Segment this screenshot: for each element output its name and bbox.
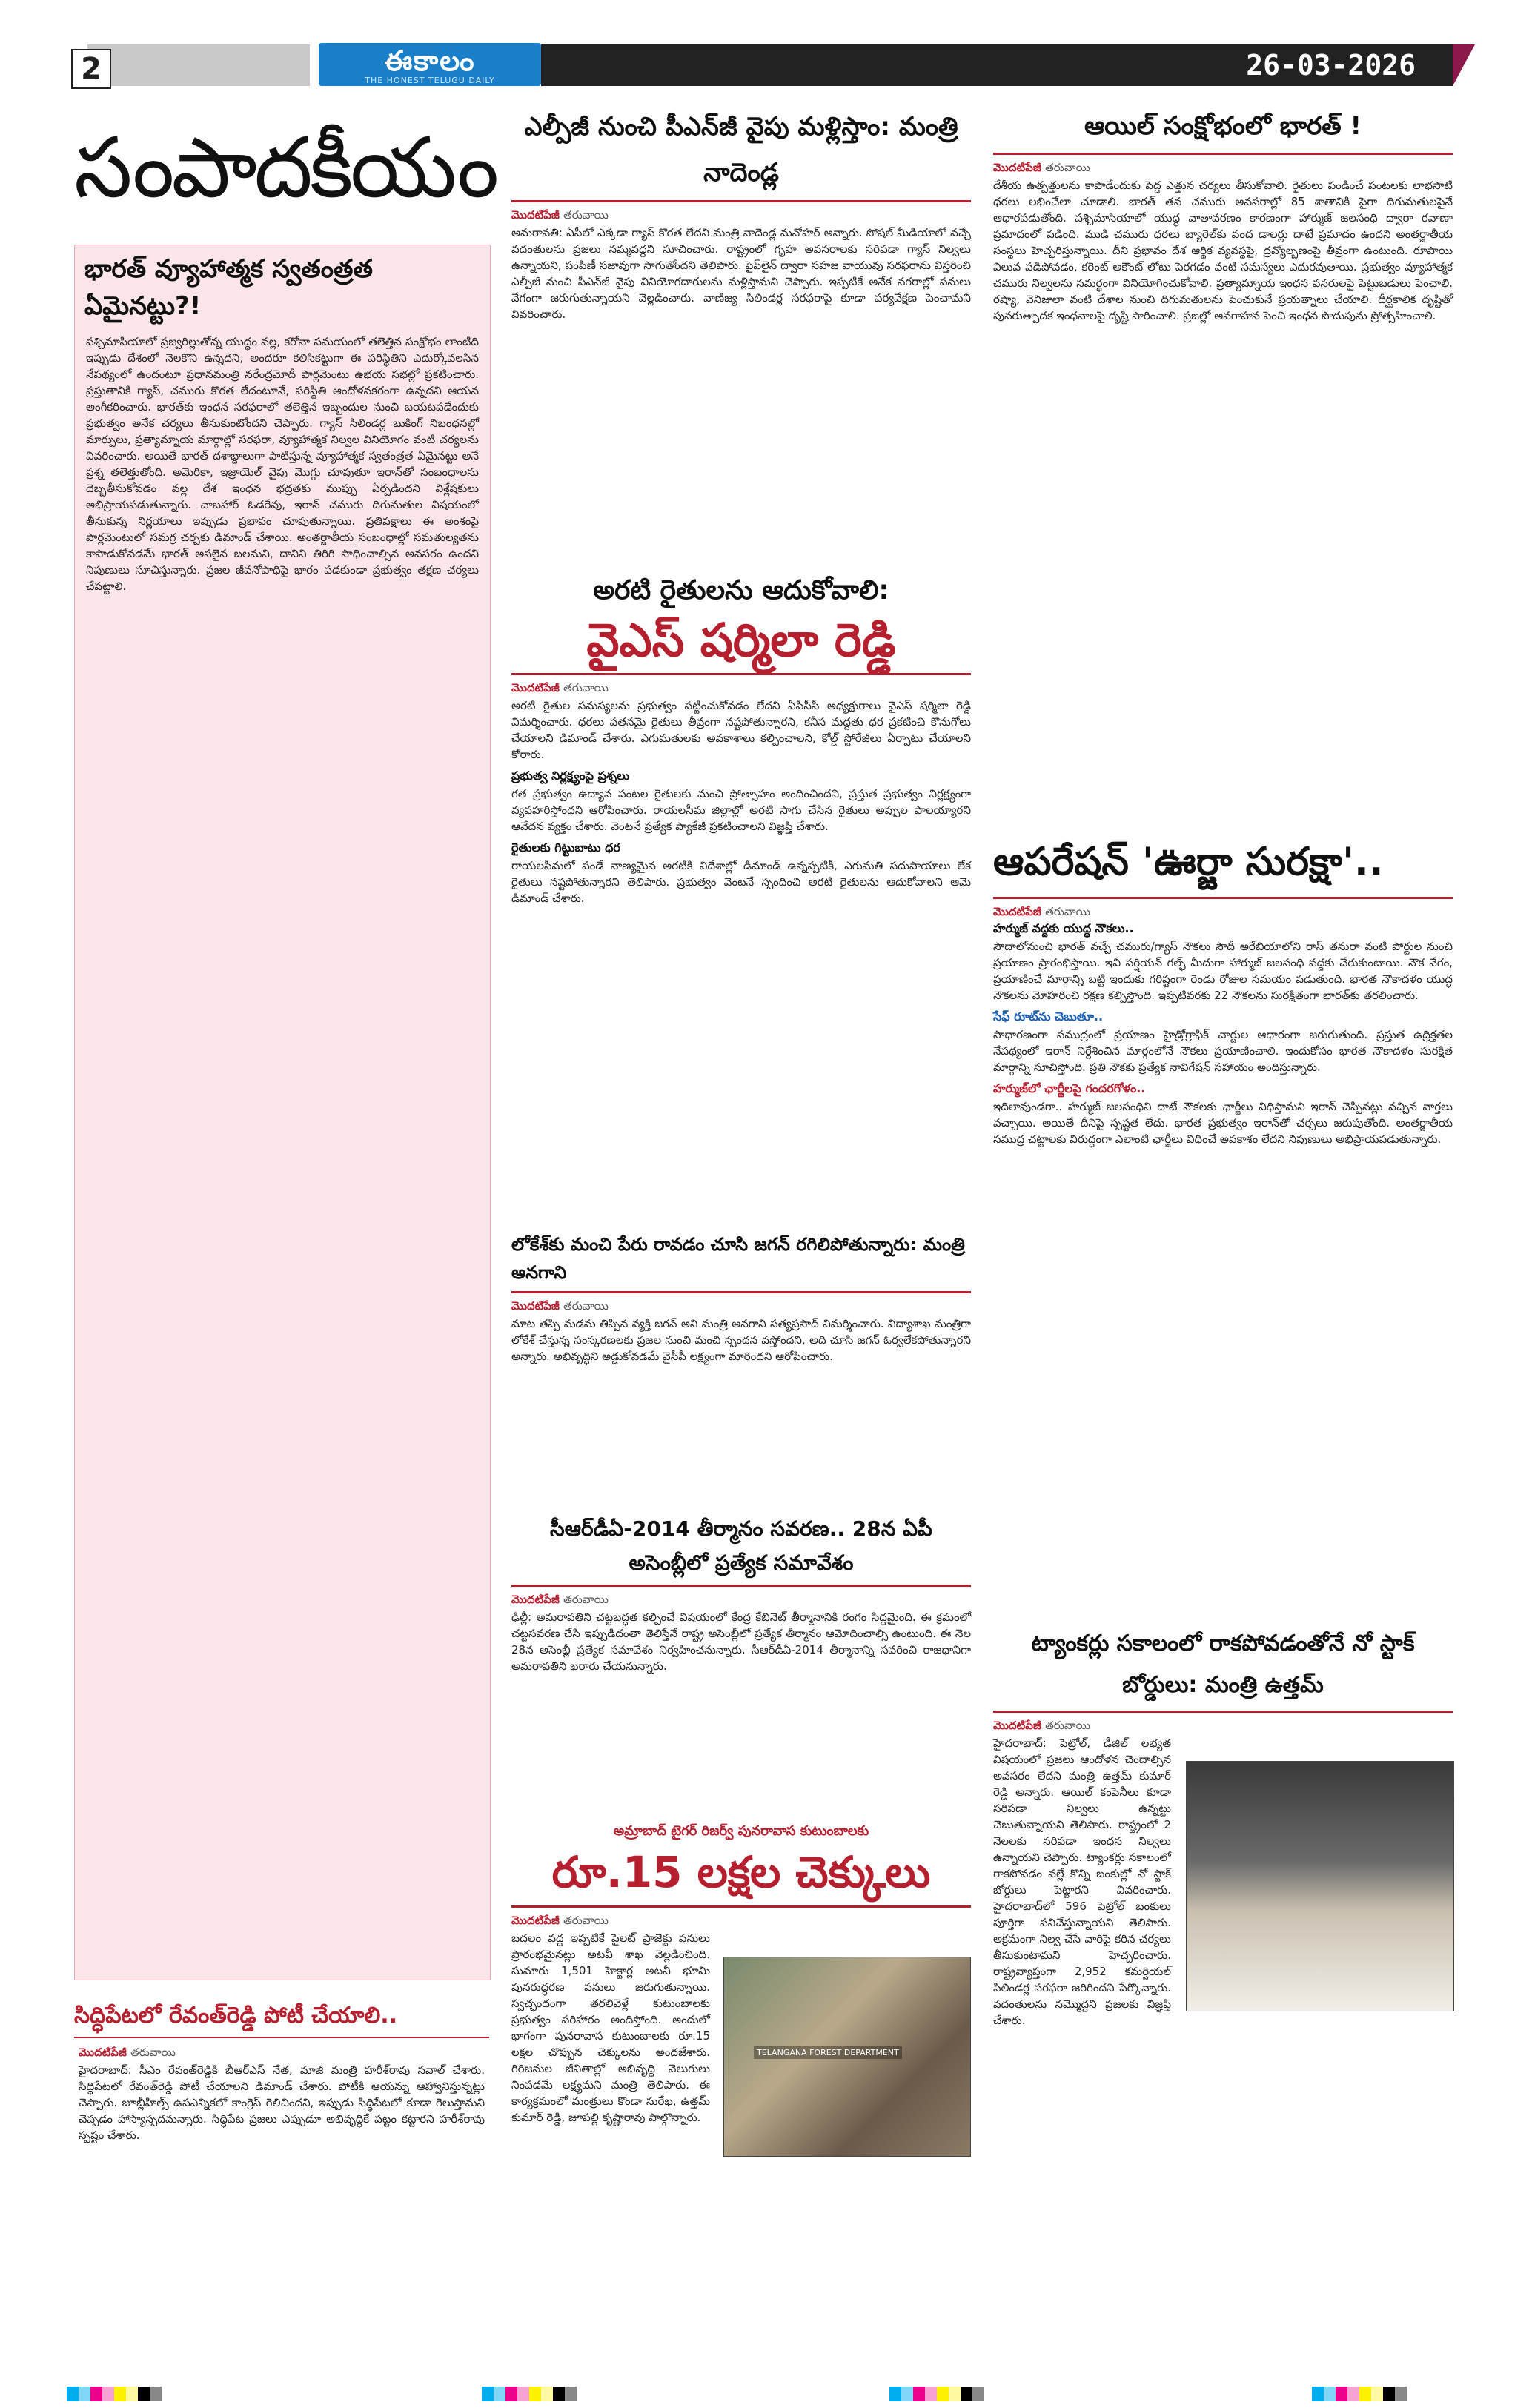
- lokesh-byline: [511, 1299, 971, 1316]
- masthead-title: ఈకాలం: [384, 44, 476, 77]
- urja-rule: [993, 897, 1453, 899]
- photo-banner-text: TELANGANA FOREST DEPARTMENT: [754, 2046, 902, 2059]
- sharmila-subhead-2: రైతులకు గిట్టుబాటు ధర: [511, 840, 620, 855]
- oil-body: దేశీయ ఉత్పత్తులను కాపాడేందుకు పెద్ద ఎత్తున చర్యలు తీసుకోవాలి. రైతులు పండించే పంటలకు లాభసాటి ధరలు లభించేలా చూడాలి. భారత్ తన చమురు అవసరాల్లో 85 శాతానికి పైగా దిగుమతులపైనే ఆధారపడుతోంది. పశ్చిమాసియాలో యుద్ధ వాతావరణం కారణంగా హార్ముజ్ జలసంధి ద్వారా రవాణా ప్రమాదంలో పడింది. ముడి చమురు ధరలు బ్యారెల్‌కు వంద డాలర్లు దాటే ప్రమాదం ఉందని అంతర్జాతీయ సంస్థలు హెచ్చరిస్తున్నాయి. దీని ప్రభావం దేశ ఆర్థిక వ్యవస్థపై, ద్రవ్యోల్బణంపై తీవ్రంగా ఉంటుంది. రూపాయి విలువ పడిపోవడం, కరెంట్ అకౌంట్ లోటు పెరగడం వంటి సమస్యలు ఎదురవుతాయి. ప్రభుత్వం వ్యూహాత్మక చమురు నిల్వలను సమర్థంగా వినియోగించుకోవాలి. ప్రత్యామ్నాయ ఇంధన వనరులపై పెట్టుబడులు పెంచాలి. రష్యా, వెనిజులా వంటి దేశాల నుంచి దిగుమతులను పెంచుకునే ప్రయత్నాలు చేయాలి. దీర్ఘకాలిక దృష్టితో పునరుత్పాదక ఇంధనాలపై దృష్టి సారించాలి. ప్రజల్లో అవగాహన పెంచి ఇంధన పొదుపును ప్రోత్సహించాలి.: [993, 179, 1453, 322]
- issue-date: 26-03-2026: [1246, 49, 1416, 82]
- urja-subhead-1: హర్ముజ్ వద్దకు యుద్ధ నౌకలు..: [993, 921, 1134, 935]
- byline-continued: తరువాయి: [563, 1299, 609, 1313]
- urja-headline: ఆపరేషన్ 'ఊర్జా సురక్షా'..: [993, 840, 1384, 884]
- sharmila-rule: [511, 673, 971, 675]
- lpg-rule: [511, 200, 971, 202]
- urja-article: [993, 830, 1453, 1147]
- amrabad-headline: రూ.15 లక్షల చెక్కులు: [551, 1847, 931, 1897]
- lpg-byline: [511, 208, 971, 225]
- byline-source: మొదటిపేజీ: [79, 2046, 127, 2059]
- byline-source: మొదటిపేజీ: [993, 161, 1041, 174]
- editorial-section-title: సంపాదకీయం: [74, 98, 482, 239]
- page-header: [0, 0, 1532, 87]
- crda-byline: [511, 1593, 971, 1609]
- tanker-byline: [993, 1719, 1453, 1735]
- siddipet-rule: [74, 2037, 489, 2038]
- urja-body-3: ఇదిలావుండగా.. హర్ముజ్ జలసంధిని దాటే నౌకలకు ఛార్జీలు విధిస్తామని ఇరాన్ చెప్పినట్లు వచ్చిన వార్తలు వచ్చాయి. అయితే దీనిపై స్పష్టత లేదు. భారత ప్రభుత్వం ఇరాన్‌తో చర్చలు జరుపుతోంది. అంతర్జాతీయ సముద్ర చట్టాలకు విరుద్ధంగా ఎలాంటి ఛార్జీలు విధించే అవకాశం లేదని నిపుణులు అభిప్రాయపడుతున్నారు.: [993, 1100, 1453, 1146]
- oil-byline: [993, 161, 1453, 177]
- sharmila-body: అరటి రైతుల సమస్యలను ప్రభుత్వం పట్టించుకోవడం లేదని ఏపీసీసీ అధ్యక్షురాలు వైఎస్ షర్మిలా రెడ్డి విమర్శించారు. ధరలు పతనమై రైతులు తీవ్రంగా నష్టపోతున్నారని, కనీస మద్దతు ధర ప్రకటించి కొనుగోలు చేయాలని డిమాండ్ చేశారు. ఎగుమతులకు అవకాశాలు కల్పించాలని, కోల్డ్ స్టోరేజీలు ఏర్పాటు చేయాలని కోరారు.: [511, 699, 971, 761]
- crda-rule: [511, 1585, 971, 1587]
- oil-headline: ఆయిల్ సంక్షోభంలో భారత్ !: [1084, 111, 1362, 141]
- masthead-tagline: THE HONEST TELUGU DAILY: [365, 76, 495, 85]
- byline-continued: తరువాయి: [563, 1914, 609, 1927]
- print-color-strip-left: [67, 2387, 162, 2401]
- siddipet-headline: సిద్ధిపేటలో రేవంత్‌రెడ్డి పోటీ చేయాలి..: [74, 2003, 398, 2029]
- sharmila-headline: వైఎస్ షర్మిలా రెడ్డి: [586, 613, 896, 667]
- tanker-body: హైదరాబాద్: పెట్రోల్, డీజిల్ లభ్యత విషయంలో ప్రజలు ఆందోళన చెందాల్సిన అవసరం లేదని మంత్రి ఉత్తమ్ కుమార్ రెడ్డి అన్నారు. ఆయిల్ కంపెనీలు కూడా సరిపడా నిల్వలు ఉన్నట్టు చెబుతున్నాయని తెలిపారు. రాష్ట్రంలో 2 నెలలకు సరిపడా ఇంధన నిల్వలు ఉన్నాయని చెప్పారు. ట్యాంకర్లు సకాలంలో రాకపోవడం వల్లే కొన్ని బంకుల్లో నో స్టాక్ బోర్డులు పెట్టారని వివరించారు. హైదరాబాద్‌లో 596 పెట్రోల్ బంకులు పూర్తిగా పనిచేస్తున్నాయని తెలిపారు. అక్రమంగా నిల్వ చేసే వారిపై కఠిన చర్యలు తీసుకుంటామని హెచ్చరించారు. రాష్ట్రవ్యాప్తంగా 2,952 కమర్షియల్ సిలిండర్ల సరఫరా జరిగిందని పేర్కొన్నారు. వదంతులను నమ్మొద్దని ప్రజలకు విజ్ఞప్తి చేశారు.: [993, 1737, 1171, 2027]
- editorial-headline: భారత్ వ్యూహాత్మక స్వతంత్రత ఏమైనట్టు?!: [84, 254, 373, 321]
- amrabad-byline: [511, 1914, 971, 1930]
- sharmila-body-2: గత ప్రభుత్వం ఉద్యాన పంటల రైతులకు మంచి ప్రోత్సాహం అందించిందని, ప్రస్తుత ప్రభుత్వం నిర్లక్ష్యంగా వ్యవహరిస్తోందని ఆరోపించారు. రాయలసీమ జిల్లాల్లో అరటి సాగు చేసిన రైతులు అప్పుల పాలయ్యారని ఆవేదన వ్యక్తం చేశారు. వెంటనే ప్రత్యేక ప్యాకేజీ ప్రకటించాలని విజ్ఞప్తి చేశారు.: [511, 787, 971, 833]
- lpg-headline: ఎల్పీజీ నుంచి పీఎన్‌జీ వైపు మళ్లిస్తాం: మంత్రి నాదెండ్ల: [524, 112, 958, 188]
- sharmila-article: [511, 571, 971, 906]
- lpg-body: అమరావతి: ఏపీలో ఎక్కడా గ్యాస్ కొరత లేదని మంత్రి నాదెండ్ల మనోహర్ అన్నారు. సోషల్ మీడియాలో వచ్చే వదంతులను ప్రజలు నమ్మవద్దని సూచించారు. రాష్ట్రంలో గృహ అవసరాలకు సరిపడా గ్యాస్ నిల్వలు ఉన్నాయని, పంపిణీ సజావుగా సాగుతోందని తెలిపారు. పైప్‌లైన్ ద్వారా సహజ వాయువు సరఫరాను విస్తరించి ఎల్పీజీ నుంచి పీఎన్‌జీ వైపు వినియోగదారులను మళ్లిస్తామని చెప్పారు. ఇప్పటికే అనేక నగరాల్లో పనులు వేగంగా జరుగుతున్నాయని వెల్లడించారు. వాణిజ్య సిలిండర్ల సరఫరాపై కూడా పర్యవేక్షణ పెంచామని వివరించారు.: [511, 226, 971, 321]
- tanker-rule: [993, 1711, 1453, 1713]
- print-color-strip-mid-2: [889, 2387, 984, 2401]
- lpg-article: [511, 104, 971, 322]
- byline-continued: తరువాయి: [1045, 1719, 1090, 1732]
- byline-source: మొదటిపేజీ: [511, 1593, 560, 1606]
- editorial-body: పశ్చిమాసియాలో ప్రజ్వరిల్లుతోన్న యుద్ధం వల్ల, కరోనా సమయంలో తలెత్తిన సంక్షోభం లాంటిది ఇప్పుడు దేశంలో నెలకొని ఉన్నదని, అందరూ కలిసికట్టుగా ఈ పరిస్థితిని ఎదుర్కోవలసిన నేపథ్యంలో ఉందంటూ ప్రధానమంత్రి నరేంద్రమోదీ పార్లమెంటు ఉభయ సభల్లో ప్రకటించారు. ప్రస్తుతానికి గ్యాస్, చమురు కొరత లేదంటూనే, పరిస్థితి ఆందోళనకరంగా ఉన్నదని ఆయన అంగీకరించారు. భారత్‌కు ఇంధన సరఫరాలో తలెత్తిన ఇబ్బందుల నుంచి బయటపడేందుకు ప్రభుత్వం అనేక చర్యలు తీసుకుంటోందని చెప్పారు. గ్యాస్ సిలిండర్ల బుకింగ్ నిబంధనల్లో మార్పులు, ప్రత్యామ్నాయ మార్గాల్లో సరఫరా, వ్యూహాత్మక నిల్వల వినియోగం వంటి చర్యలను వివరించారు. అయితే భారత్ దశాబ్దాలుగా పాటిస్తున్న వ్యూహాత్మక స్వతంత్రత ఏమైనట్టు అనే ప్రశ్న తలెత్తుతోంది. అమెరికా, ఇజ్రాయెల్ వైపు మొగ్గు చూపుతూ ఇరాన్‌తో సంబంధాలను దెబ్బతీసుకోవడం వల్ల దేశ ఇంధన భద్రతకు ముప్పు ఏర్పడిందని విశ్లేషకులు అభిప్రాయపడుతున్నారు. చాబహార్ ఓడరేవు, ఇరాన్ చమురు దిగుమతుల విషయంలో తీసుకున్న నిర్ణయాలు ఇప్పుడు ప్రభావం చూపుతున్నాయి. ప్రతిపక్షాలు ఈ అంశంపై పార్లమెంటులో సమగ్ర చర్చకు డిమాండ్ చేశాయి. అంతర్జాతీయ సంబంధాల్లో సమతుల్యతను కాపాడుకోవడమే భారత్ అసలైన బలమని, దానిని తిరిగి సాధించాల్సిన అవసరం ఉందని నిపుణులు సూచిస్తున్నారు. ప్రజల జీవనోపాధిపై భారం పడకుండా ప్రభుత్వం తక్షణ చర్యలు చేపట్టాలి.: [86, 335, 479, 593]
- lokesh-article: [511, 1230, 971, 1364]
- amrabad-photo: [723, 1957, 971, 2157]
- byline-source: మొదటిపేజీ: [511, 1914, 560, 1927]
- byline-continued: తరువాయి: [1045, 905, 1090, 918]
- siddipet-article: [79, 2046, 485, 2143]
- byline-source: మొదటిపేజీ: [511, 1299, 560, 1313]
- lokesh-headline: లోకేశ్‌కు మంచి పేరు రావడం చూసి జగన్ రగిలిపోతున్నారు: మంత్రి అనగాని: [511, 1234, 965, 1283]
- sharmila-body-3: రాయలసీమలో పండే నాణ్యమైన అరటికి విదేశాల్లో డిమాండ్ ఉన్నప్పటికీ, ఎగుమతి సదుపాయాలు లేక రైతులు నష్టపోతున్నారని తెలిపారు. ప్రభుత్వం వెంటనే స్పందించి అరటి రైతులను ఆదుకోవాలని ఆమె డిమాండ్ చేశారు.: [511, 859, 971, 905]
- oil-article: [993, 104, 1453, 324]
- byline-source: మొదటిపేజీ: [511, 208, 560, 222]
- page-number: 2: [71, 49, 111, 89]
- urja-body-2: సాధారణంగా సముద్రంలో ప్రయాణం హైడ్రోగ్రాఫిక్ చార్టుల ఆధారంగా జరుగుతుంది. ప్రస్తుత ఉద్రిక్తతల నేపథ్యంలో ఇరాన్ నిర్దేశించిన మార్గంలోనే నౌకలు ప్రయాణించాలి. ఇందుకోసం భారత నౌకాదళం సురక్షిత మార్గాన్ని సూచిస్తోంది. ప్రతి నౌకకు ప్రత్యేక నావిగేషన్ సహాయం అందిస్తున్నారు.: [993, 1028, 1453, 1074]
- amrabad-body: బదలం వద్ద ఇప్పటికే పైలట్ ప్రాజెక్టు పనులు ప్రారంభమైనట్లు అటవీ శాఖ వెల్లడించింది. సుమారు 1,501 హెక్టార్ల అటవీ భూమి పునరుద్ధరణ పనులు జరుగుతున్నాయి. స్వచ్ఛందంగా తరలివెళ్లే కుటుంబాలకు ప్రభుత్వం పరిహారం అందిస్తోంది. అందులో భాగంగా పునరావాస కుటుంబాలకు రూ.15 లక్షల చొప్పున చెక్కులను అందజేశారు. గిరిజనుల జీవితాల్లో అభివృద్ధి వెలుగులు నింపడమే లక్ష్యమని మంత్రి తెలిపారు. ఈ కార్యక్రమంలో మంత్రులు కొండా సురేఖ, ఉత్తమ్ కుమార్ రెడ్డి, జూపల్లి కృష్ణారావు పాల్గొన్నారు.: [511, 1931, 710, 2124]
- sharmila-subhead-1: ప్రభుత్వ నిర్లక్ష్యంపై ప్రశ్నలు: [511, 769, 630, 783]
- oil-rule: [993, 153, 1453, 155]
- byline-source: మొదటిపేజీ: [993, 1719, 1041, 1732]
- amrabad-rule: [511, 1905, 971, 1908]
- byline-source: మొదటిపేజీ: [993, 905, 1041, 918]
- byline-continued: తరువాయి: [563, 208, 609, 222]
- siddipet-byline: [79, 2046, 485, 2062]
- header-band-tip: [1453, 44, 1475, 86]
- tanker-photo: [1186, 1761, 1454, 2011]
- lokesh-body: మాట తప్పి మడమ తిప్పిన వ్యక్తి జగన్ అని మంత్రి అనగాని సత్యప్రసాద్ విమర్శించారు. విద్యాశాఖ మంత్రిగా లోకేశ్ చేస్తున్న సంస్కరణలకు ప్రజల నుంచి మంచి స్పందన వస్తోందని, అది చూసి జగన్ ఓర్వలేకపోతున్నారని అన్నారు. అభివృద్ధిని అడ్డుకోవడమే వైసీపీ లక్ష్యంగా మారిందని ఆరోపించారు.: [511, 1317, 971, 1363]
- siddipet-body: హైదరాబాద్: సీఎం రేవంత్‌రెడ్డికి బీఆర్ఎస్ నేత, మాజీ మంత్రి హరీశ్‌రావు సవాల్ చేశారు. సిద్ధిపేటలో రేవంత్‌రెడ్డి పోటీ చేయాలని డిమాండ్ చేశారు. పోటీకి ఆయన్ను ఆహ్వానిస్తున్నట్లు చెప్పారు. జూబ్లీహిల్స్ ఉపఎన్నికలో కాంగ్రెస్ గెలిచిందని, ఇప్పుడు సిద్ధిపేటలో కూడా గెలుస్తామని చెప్పడం హాస్యాస్పదమన్నారు. సిద్ధిపేట ప్రజలు ఎప్పుడూ అభివృద్ధికే పట్టం కట్టారని హరీశ్‌రావు స్పష్టం చేశారు.: [79, 2063, 485, 2142]
- amrabad-kicker: అమ్రాబాద్ టైగర్ రిజర్వ్ పునరావాస కుటుంబాలకు: [613, 1823, 869, 1839]
- urja-subhead-3: హర్ముజ్‌లో ఛార్జీలపై గందరగోళం..: [993, 1081, 1146, 1095]
- lokesh-rule: [511, 1291, 971, 1293]
- byline-continued: తరువాయి: [563, 681, 609, 694]
- crda-article: [511, 1512, 971, 1674]
- sharmila-kicker: అరటి రైతులను ఆదుకోవాలి:: [593, 575, 889, 606]
- byline-source: మొదటిపేజీ: [511, 681, 560, 694]
- urja-subhead-2: సేఫ్ రూట్‌ను చెబుతూ..: [993, 1009, 1104, 1024]
- urja-body-1: సౌదాలోనుంచి భారత్ వచ్చే చమురు/గ్యాస్ నౌకలు సౌదీ అరేబియాలోని రాస్ తనురా వంటి పోర్టుల నుంచి ప్రయాణం ప్రారంభిస్తాయి. ఇవి పర్షియన్ గల్ఫ్ మీదుగా హార్ముజ్ జలసంధి వద్దకు చేరుకుంటాయి. నౌక వేగం, ప్రయాణించే మార్గాన్ని బట్టి ఇందుకు గరిష్టంగా రెండు రోజుల సమయం పడుతుంది. భారత నౌకాదళం యుద్ధ నౌకలను మోహరించి రక్షణ కల్పిస్తోంది. ఇప్పటివరకు 22 నౌకలను సురక్షితంగా భారత్‌కు తరలించారు.: [993, 940, 1453, 1002]
- byline-continued: తరువాయి: [1045, 161, 1090, 174]
- crda-headline: సీఆర్‌డీఏ-2014 తీర్మానం సవరణ.. 28న ఏపీ అసెంబ్లీలో ప్రత్యేక సమావేశం: [550, 1516, 932, 1575]
- crda-body: ఢిల్లీ: అమరావతిని చట్టబద్ధత కల్పించే విషయంలో కేంద్ర కేబినెట్ తీర్మానానికి రంగం సిద్ధమైంది. ఈ క్రమంలో చట్టసవరణ చేసి ఇప్పుడిదంతా తెలిస్తేనే రాష్ట్ర అసెంబ్లీలో ప్రత్యేక తీర్మానం ఆమోదించాల్సి ఉంటుంది. ఈ నెల 28న అసెంబ్లీ ప్రత్యేక సమావేశం నిర్వహించనున్నారు. సీఆర్‌డీఏ-2014 తీర్మానాన్ని సవరించి రాజధానిగా అమరావతిని ఖరారు చేయనున్నారు.: [511, 1611, 971, 1673]
- header-band-left: [87, 44, 310, 86]
- byline-continued: తరువాయి: [130, 2046, 176, 2059]
- print-color-strip-mid-1: [482, 2387, 577, 2401]
- tanker-headline: ట్యాంకర్లు సకాలంలో రాకపోవడంతోనే నో స్టాక్ బోర్డులు: మంత్రి ఉత్తమ్: [1031, 1631, 1415, 1698]
- masthead-logo: [319, 43, 541, 86]
- sharmila-byline: [511, 681, 971, 697]
- byline-continued: తరువాయి: [563, 1593, 609, 1606]
- urja-byline: [993, 905, 1453, 921]
- print-color-strip-right: [1312, 2387, 1407, 2401]
